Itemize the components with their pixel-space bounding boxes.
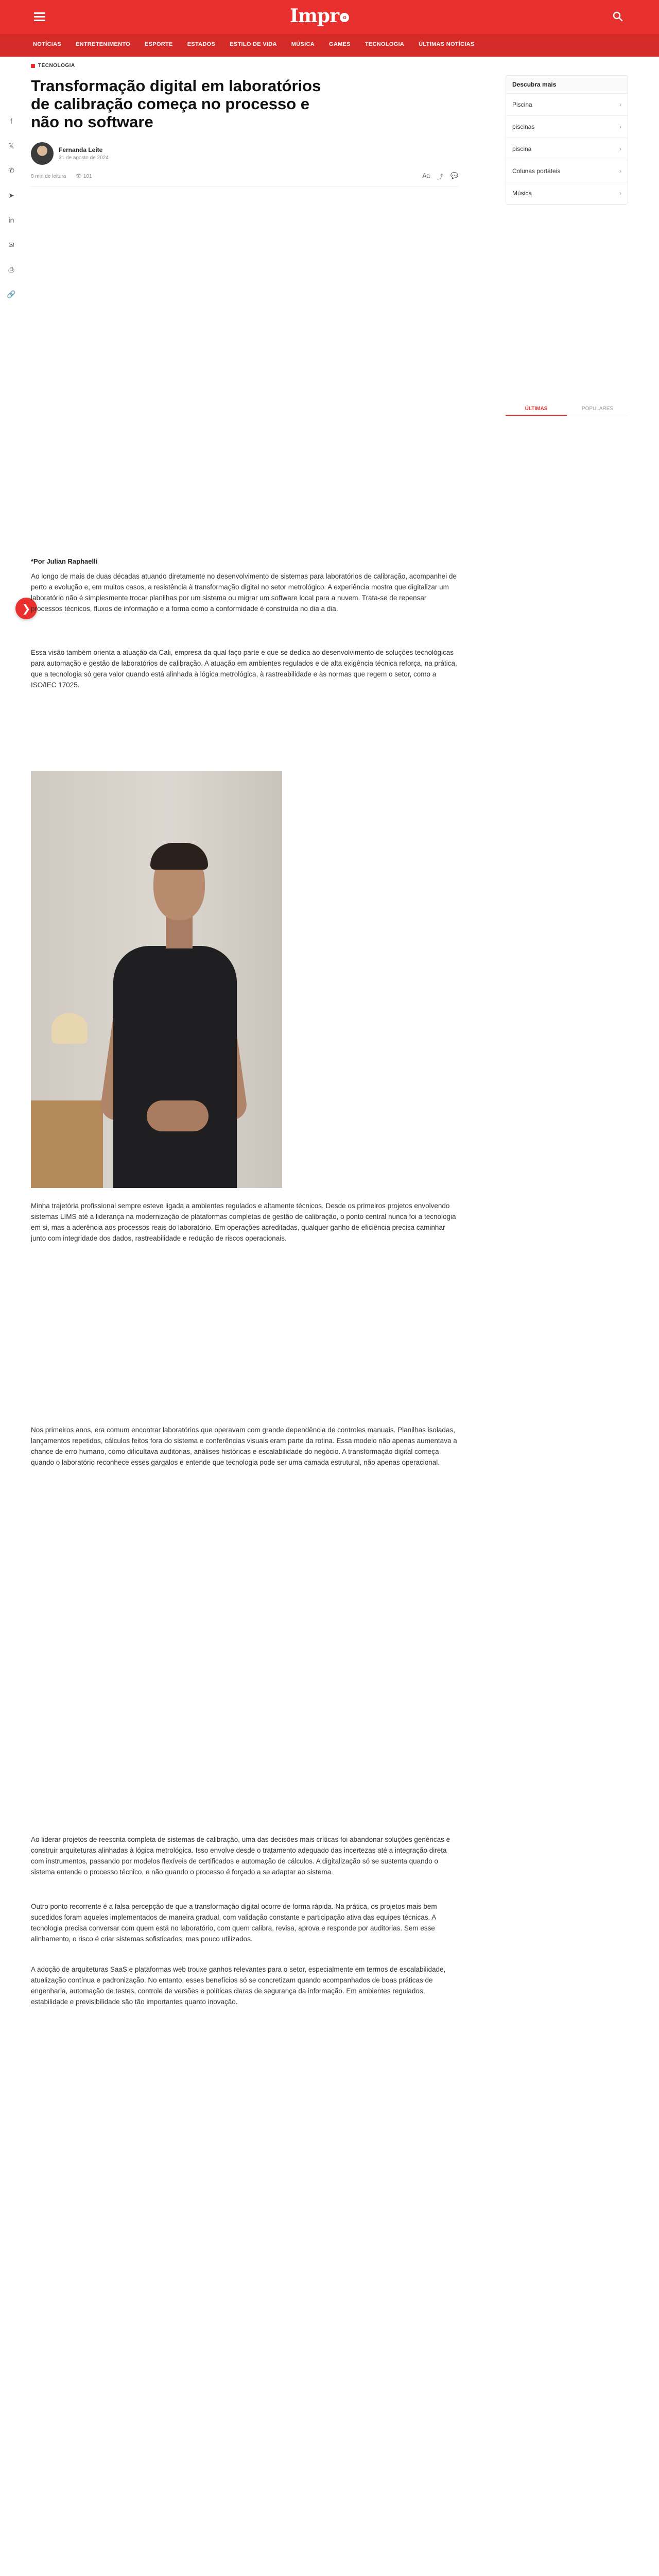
category-square-icon [31, 64, 35, 68]
nav-item[interactable]: ESTADOS [187, 41, 216, 47]
chevron-right-icon: › [619, 145, 621, 152]
chevron-right-icon: › [619, 167, 621, 175]
chevron-right-icon: › [619, 123, 621, 130]
whatsapp-share-icon[interactable]: ✆ [8, 166, 14, 175]
nav-item[interactable]: ENTRETENIMENTO [75, 41, 131, 47]
hamburger-menu-icon[interactable] [34, 12, 45, 22]
author-name[interactable]: Fernanda Leite [59, 146, 103, 154]
article-paragraph: Essa visão também orienta a atuação da Cali, empresa da qual faço parte e que se dedica ao desenvolvimento de soluções tecnológicas para automação e gestão de laboratórios de calibração. A atuação em ambientes regulados e de alta exigência técnica reforça, na prática, que a tecnologia só gera valor quando está alinhada à lógica metrológica, à rastreabilidade e às normas que regem o setor, como a ISO/IEC 17025. [31, 649, 457, 689]
avatar[interactable] [31, 142, 54, 165]
reading-time: 8 min de leitura [31, 174, 66, 179]
sidebar [506, 75, 628, 205]
discover-item[interactable]: piscinas › [506, 116, 628, 138]
publish-date: 31 de agosto de 2024 [59, 155, 109, 161]
article-meta [31, 172, 458, 187]
tab-popular[interactable]: POPULARES [581, 406, 614, 412]
article-paragraph: A adoção de arquiteturas SaaS e plataformas web trouxe ganhos relevantes para o setor, especialmente em termos de escalabilidade, atualização contínua e padronização. No entanto, esses benefícios só se concretizam quando acompanhados de boas práticas de engenharia, automação de testes, controle de versões e políticas claras de segurança da informação. Em ambientes regulados, estabilidade e previsibilidade são tão importantes quanto inovação. [31, 1965, 446, 2006]
discover-title: Descubra mais [506, 76, 628, 94]
article-paragraph: Ao longo de mais de duas décadas atuando diretamente no desenvolvimento de sistemas para laboratórios de calibração, acompanhei de perto a evolução e, em muitos casos, a resistência à transformação digital no setor metrológico. A experiência mostra que digitalizar um laboratório não é simplesmente trocar planilhas por um sistema ou migrar um software local para a nuvem. Trata-se de repensar processos técnicos, fluxos de informação e a forma como a conformidade é construída no dia a dia. [31, 572, 457, 613]
sidebar-tabs [506, 403, 628, 416]
discover-item[interactable]: Piscina › [506, 94, 628, 116]
share-icon[interactable]: ⤴ [437, 173, 444, 180]
nav-item[interactable]: ESPORTE [145, 41, 173, 47]
article-paragraph: Minha trajetória profissional sempre esteve ligada a ambientes regulados e altamente técnicos. Desde os primeiros projetos envolvendo sistemas LIMS até a liderança na modernização de plataformas completas de gestão de calibração, o ponto central nunca foi a tecnologia em si, mas a aderência aos processos reais do laboratório. Em operações acreditadas, qualquer ganho de eficiência precisa caminhar junto com integridade dos dados, rastreabilidade e redução de riscos operacionais. [31, 1202, 456, 1242]
nav-item[interactable]: NOTÍCIAS [33, 41, 61, 47]
search-icon[interactable] [613, 11, 623, 22]
comment-icon[interactable]: 💬 [450, 172, 458, 179]
site-logo[interactable]: Impr o [290, 5, 349, 27]
nav-item[interactable]: ESTILO DE VIDA [230, 41, 277, 47]
chevron-right-icon: › [619, 190, 621, 197]
floating-action-icon[interactable]: ❯ [15, 598, 37, 619]
main-nav [0, 34, 659, 57]
article-photo [31, 771, 282, 1188]
category-tag[interactable]: TECNOLOGIA [31, 63, 448, 69]
top-bar [0, 0, 659, 34]
chevron-right-icon: › [619, 101, 621, 108]
copy-link-icon[interactable]: 🔗 [7, 290, 16, 298]
telegram-share-icon[interactable]: ➤ [8, 191, 14, 199]
author-block [31, 142, 448, 165]
article-paragraph: Nos primeiros anos, era comum encontrar laboratórios que operavam com grande dependência de controles manuais. Planilhas isoladas, lançamentos repetidos, cálculos feitos fora do sistema e conferências visuais eram parte da rotina. Essa modelo não apenas aumentava a chance de erro humano, como dificultava auditorias, análises históricas e escalabilidade do negócio. A transformação digital começa quando o laboratório reconhece esses gargalos e entende que tecnologia pode ser uma camada estrutural, não apenas operacional. [31, 1426, 457, 1466]
share-rail [3, 114, 20, 312]
tab-latest[interactable]: ÚLTIMAS [506, 403, 567, 416]
article-paragraph: Outro ponto recorrente é a falsa percepção de que a transformação digital ocorre de forma rápida. Na prática, os projetos mais bem sucedidos foram aqueles implementados de maneira gradual, com validação constante e participação ativa das equipes técnicas. A tecnologia precisa conversar com quem está no laboratório, com quem calibra, revisa, aprova e responde por auditorias. Sem esse alinhamento, o risco é criar sistemas sofisticados, mas pouco utilizados. [31, 1903, 437, 1943]
nav-item[interactable]: ÚLTIMAS NOTÍCIAS [419, 41, 475, 47]
discover-item[interactable]: piscina › [506, 138, 628, 160]
nav-item[interactable]: GAMES [328, 41, 351, 47]
print-icon[interactable]: ⎙ [8, 265, 14, 274]
twitter-share-icon[interactable]: 𝕏 [8, 141, 14, 150]
article-header [31, 63, 458, 187]
article-title: Transformação digital em laboratórios de calibração começa no processo e não no software [31, 77, 321, 131]
nav-item[interactable]: MÚSICA [291, 41, 315, 47]
nav-item[interactable]: TECNOLOGIA [365, 41, 405, 47]
discover-item[interactable]: Música › [506, 182, 628, 204]
discover-item[interactable]: Colunas portáteis › [506, 160, 628, 182]
discover-more-box [506, 75, 628, 205]
article-paragraph: Ao liderar projetos de reescrita completa de sistemas de calibração, uma das decisões mais críticas foi abandonar soluções genéricas e construir arquiteturas alinhadas à lógica metrológica. Isso envolve desde o tratamento adequado das incertezas até a integração direta com instrumentos, passando por modelos flexíveis de certificados e automação de cálculos. A digitalização só se sustenta quando o sistema entende o processo técnico, e não quando o processo é forçado a se adaptar ao sistema. [31, 1836, 450, 1876]
view-count: 👁 101 [75, 174, 92, 179]
linkedin-share-icon[interactable]: in [8, 216, 14, 224]
font-size-icon[interactable]: Aa [422, 172, 430, 179]
email-share-icon[interactable]: ✉ [8, 240, 14, 249]
article-byline: *Por Julian Raphaelli [31, 557, 98, 565]
facebook-share-icon[interactable]: f [10, 117, 12, 125]
